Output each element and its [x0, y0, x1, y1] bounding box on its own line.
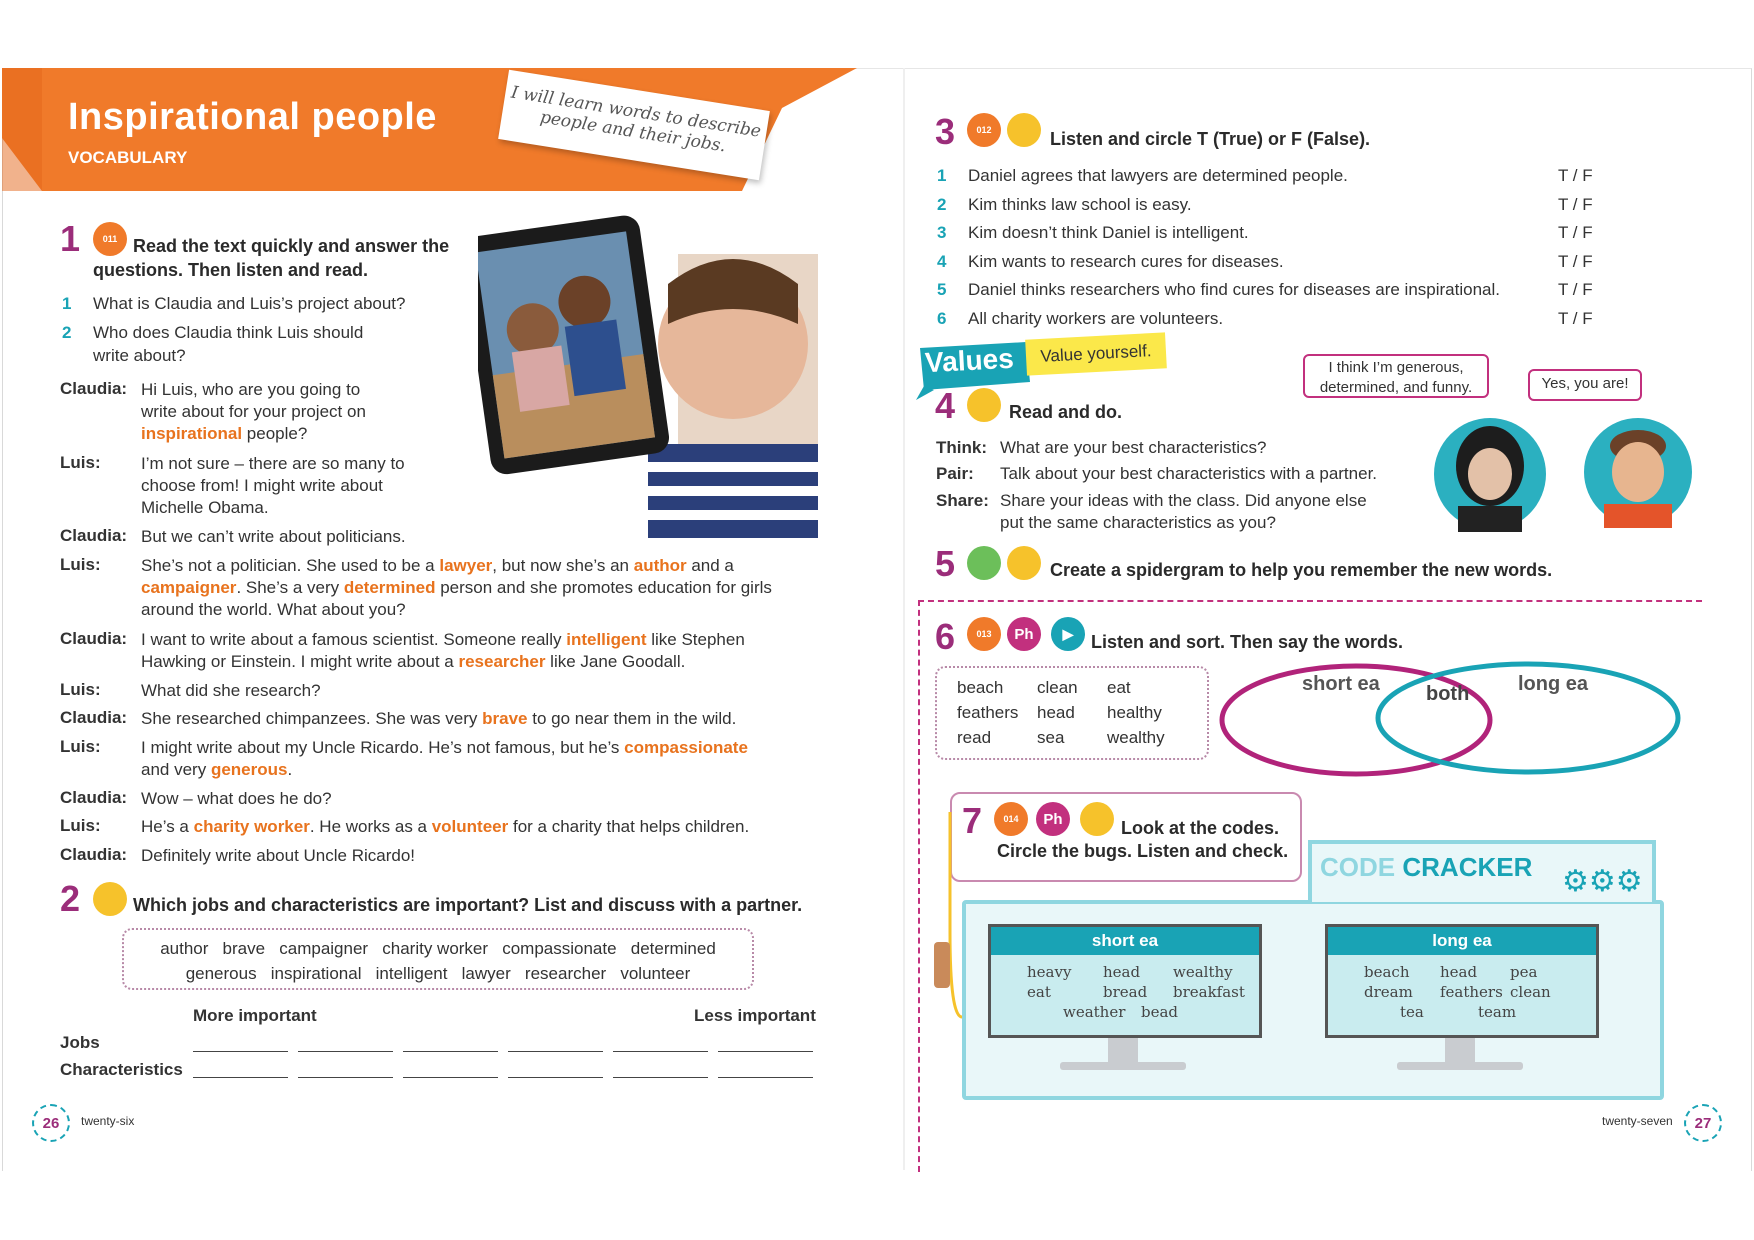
code-word[interactable]: pea	[1510, 963, 1538, 981]
word-box: author brave campaigner charity worker compassionate determined generous inspirational intelligent lawyer researcher volunteer	[122, 928, 754, 990]
dialogue-line: Wow – what does he do?	[141, 789, 332, 808]
boy-with-tablet-photo	[478, 214, 818, 538]
girl-avatar	[1432, 416, 1548, 532]
speaker-name: Claudia:	[60, 845, 128, 864]
monitor-base	[1397, 1062, 1523, 1070]
dialogue-line: What did she research?	[141, 681, 321, 700]
exercise-instruction: Read and do.	[1009, 402, 1123, 422]
dialogue-line: But we can’t write about politicians.	[141, 527, 406, 546]
code-word[interactable]: team	[1478, 1003, 1517, 1021]
learning-goal-card: I will learn words to describe people and their jobs.	[498, 70, 770, 180]
dialogue-line: Definitely write about Uncle Ricardo!	[141, 846, 416, 865]
think-bulb-icon	[93, 882, 127, 916]
true-false-choice[interactable]: T / F	[1558, 308, 1593, 328]
phonics-icon: Ph	[1036, 802, 1070, 836]
code-word[interactable]: feathers	[1440, 983, 1503, 1001]
code-word[interactable]: clean	[1510, 983, 1551, 1001]
question-number: 2	[62, 323, 72, 342]
step-label: Think:	[936, 438, 987, 457]
step-text: Talk about your best characteristics with a partner.	[1000, 464, 1378, 483]
exercise-number: 2	[60, 878, 81, 919]
exercise-instruction: Listen and sort. Then say the words.	[1091, 632, 1404, 652]
statement-text: All charity workers are volunteers.	[968, 308, 1224, 328]
section-label: VOCABULARY	[68, 148, 188, 167]
step-text: What are your best characteristics?	[1000, 438, 1267, 457]
dialogue-line: She’s not a politician. She used to be a lawyer, but now she’s an author and a campaigner. She’s a very determined person and she promotes education for girls around the world. What about you?	[141, 556, 772, 619]
item-number: 5	[937, 280, 947, 299]
think-bulb-icon	[1007, 546, 1041, 580]
gears-icon: ⚙⚙⚙	[1562, 865, 1643, 898]
exercise-number: 3	[935, 111, 956, 152]
answer-line[interactable]	[193, 1051, 288, 1052]
row-label-characteristics: Characteristics	[60, 1060, 183, 1079]
sort-word: sea	[1037, 728, 1065, 747]
answer-line[interactable]	[403, 1051, 498, 1052]
answer-line[interactable]	[508, 1051, 603, 1052]
statement-text: Daniel agrees that lawyers are determined people.	[968, 166, 1348, 185]
venn-label-both: both	[1426, 683, 1470, 705]
speaker-name: Luis:	[60, 737, 101, 756]
item-number: 3	[937, 223, 947, 242]
exercise-number: 6	[935, 616, 956, 657]
audio-cd-icon[interactable]: 014	[994, 802, 1028, 836]
code-word[interactable]: wealthy	[1173, 963, 1233, 981]
speaker-name: Claudia:	[60, 629, 128, 648]
row-label-jobs: Jobs	[60, 1033, 100, 1052]
page-number-word: twenty-seven	[1602, 1114, 1673, 1128]
item-number: 6	[937, 308, 947, 328]
speaker-name: Luis:	[60, 453, 101, 472]
statement-text: Kim wants to research cures for diseases.	[968, 251, 1284, 271]
speaker-name: Claudia:	[60, 526, 128, 545]
speaker-name: Luis:	[60, 816, 101, 835]
question-number: 1	[62, 294, 72, 313]
code-word[interactable]: head	[1103, 963, 1141, 981]
boy-avatar	[1582, 416, 1694, 528]
code-word[interactable]: beach	[1364, 963, 1410, 981]
video-play-icon[interactable]: ▶	[1051, 617, 1085, 651]
sort-word: feathers	[957, 703, 1019, 722]
exercise-number: 5	[935, 543, 956, 584]
page-number: 27	[1684, 1104, 1722, 1142]
exercise-instruction: Listen and circle T (True) or F (False).	[1050, 129, 1371, 149]
exercise-instruction: questions. Then listen and read.	[93, 260, 369, 280]
step-text: Share your ideas with the class. Did anyone else	[1000, 491, 1367, 510]
true-false-choice[interactable]: T / F	[1558, 166, 1593, 185]
item-number: 4	[937, 251, 947, 271]
true-false-choice[interactable]: T / F	[1558, 223, 1593, 242]
answer-line[interactable]	[718, 1077, 813, 1078]
answer-line[interactable]	[298, 1051, 393, 1052]
speaker-name: Claudia:	[60, 379, 128, 398]
spidergram-icon	[967, 546, 1001, 580]
sort-word: read	[957, 728, 992, 747]
page-number: 26	[32, 1104, 70, 1142]
short-ea-screen	[988, 924, 1262, 1038]
true-false-choice[interactable]: T / F	[1558, 251, 1593, 271]
answer-line[interactable]	[613, 1077, 708, 1078]
dialogue-line: Hi Luis, who are you going to write about for your project on inspirational people?	[141, 380, 366, 443]
code-word[interactable]: heavy	[1027, 963, 1072, 981]
monitor-stand	[1445, 1038, 1475, 1064]
code-word[interactable]: weather	[1063, 1003, 1126, 1021]
column-header-less: Less important	[694, 1006, 816, 1025]
dialogue-line: She researched chimpanzees. She was very brave to go near them in the wild.	[141, 709, 737, 728]
exercise-instruction: Create a spidergram to help you remember the new words.	[1050, 560, 1553, 580]
dialogue-line: I might write about my Uncle Ricardo. He’s not famous, but he’s compassionate and very generous.	[141, 738, 748, 779]
sort-word: healthy	[1107, 703, 1162, 722]
question-text: write about?	[93, 346, 186, 365]
code-word[interactable]: eat	[1027, 983, 1051, 1001]
code-word[interactable]: tea	[1400, 1003, 1424, 1021]
sort-word: wealthy	[1107, 728, 1165, 747]
exercise-instruction: Read the text quickly and answer the	[133, 236, 450, 256]
code-word[interactable]: head	[1440, 963, 1478, 981]
venn-label-long: long ea	[1518, 673, 1589, 695]
think-bulb-icon	[1007, 113, 1041, 147]
speaker-name: Luis:	[60, 680, 101, 699]
page-title: Inspirational people	[68, 96, 437, 138]
connector-wire	[928, 812, 962, 1022]
speaker-name: Luis:	[60, 555, 101, 574]
answer-line[interactable]	[298, 1077, 393, 1078]
answer-line[interactable]	[193, 1077, 288, 1078]
item-number: 2	[937, 194, 947, 214]
page-spine	[903, 68, 905, 1170]
question-text: Who does Claudia think Luis should	[93, 323, 364, 342]
dialogue-line: He’s a charity worker. He works as a volunteer for a charity that helps children.	[141, 817, 750, 836]
statement-text: Kim doesn’t think Daniel is intelligent.	[968, 223, 1249, 242]
monitor-base	[1060, 1062, 1186, 1070]
exercise-number: 4	[935, 385, 956, 426]
think-bulb-icon	[967, 388, 1001, 422]
code-word[interactable]: breakfast	[1173, 983, 1245, 1001]
audio-cd-icon[interactable]: 013	[967, 617, 1001, 651]
long-ea-screen	[1325, 924, 1599, 1038]
think-bulb-icon	[1080, 802, 1114, 836]
question-text: What is Claudia and Luis’s project about?	[93, 294, 406, 313]
code-word[interactable]: bread	[1103, 983, 1148, 1001]
step-text: put the same characteristics as you?	[1000, 513, 1276, 532]
step-label: Pair:	[936, 464, 974, 483]
column-header-more: More important	[193, 1006, 317, 1025]
answer-line[interactable]	[613, 1051, 708, 1052]
code-cracker-title: CODE CRACKER	[1320, 852, 1533, 882]
exercise-instruction: Look at the codes.	[1121, 818, 1280, 838]
statement-text: Kim thinks law school is easy.	[968, 194, 1192, 214]
phonics-icon: Ph	[1007, 617, 1041, 651]
sort-word: beach	[957, 678, 1004, 697]
item-number: 1	[937, 166, 947, 185]
code-word[interactable]: dream	[1364, 983, 1413, 1001]
dialogue-line: I’m not sure – there are so many to choose from! I might write about Michelle Obama.	[141, 454, 405, 517]
statement-text: Daniel thinks researchers who find cures for diseases are inspirational.	[968, 280, 1500, 299]
sort-word: clean	[1037, 678, 1078, 697]
exercise-number: 7	[962, 800, 983, 841]
venn-label-short: short ea	[1302, 673, 1380, 695]
answer-line[interactable]	[403, 1077, 498, 1078]
true-false-choice[interactable]: T / F	[1558, 194, 1593, 214]
true-false-choice[interactable]: T / F	[1558, 280, 1593, 299]
monitor-stand	[1108, 1038, 1138, 1064]
page-number-word: twenty-six	[81, 1114, 135, 1128]
answer-line[interactable]	[718, 1051, 813, 1052]
exercise-instruction: Which jobs and characteristics are important? List and discuss with a partner.	[133, 895, 803, 915]
step-label: Share:	[936, 491, 989, 510]
code-word[interactable]: bead	[1141, 1003, 1179, 1021]
sort-word: head	[1037, 703, 1075, 722]
venn-diagram	[1218, 660, 1684, 780]
answer-line[interactable]	[508, 1077, 603, 1078]
screen-header: short ea	[991, 927, 1259, 955]
speech-bubble: I think I’m generous, determined, and funny.	[1303, 354, 1489, 398]
word-box	[935, 666, 1209, 760]
exercise-number: 1	[60, 218, 81, 259]
sort-word: eat	[1107, 678, 1131, 697]
screen-header: long ea	[1328, 927, 1596, 955]
values-tag: Value yourself.	[1025, 332, 1167, 375]
speaker-name: Claudia:	[60, 788, 128, 807]
dialogue-line: I want to write about a famous scientist. Someone really intelligent like Stephen Hawking or Einstein. I might write about a researcher like Jane Goodall.	[141, 630, 745, 671]
audio-cd-icon[interactable]: 012	[967, 113, 1001, 147]
audio-cd-icon[interactable]: 011	[93, 222, 127, 256]
exercise-instruction: Circle the bugs. Listen and check.	[997, 841, 1289, 861]
speaker-name: Claudia:	[60, 708, 128, 727]
values-label: Values	[924, 342, 1015, 379]
speech-bubble: Yes, you are!	[1528, 369, 1642, 401]
